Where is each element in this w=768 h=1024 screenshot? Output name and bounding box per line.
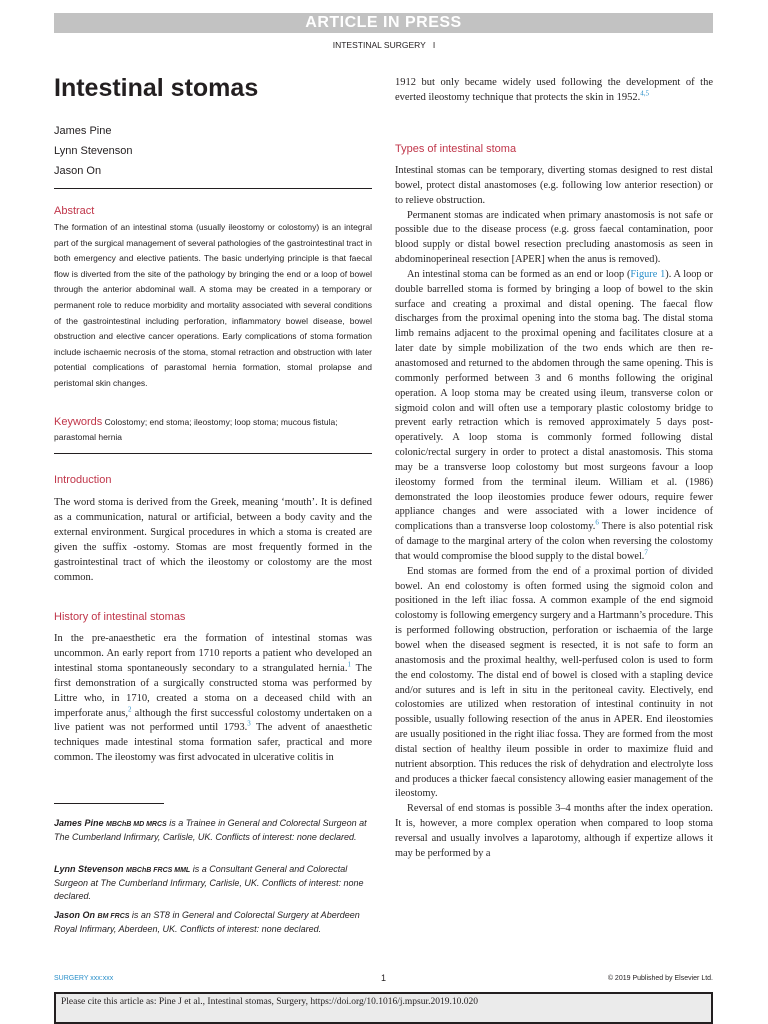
text-run: There is also potential risk of damage to the marginal artery of the colon when reversing the colostomy that would compromise the blood supply to the distal bowel. bbox=[395, 521, 713, 562]
history-heading: History of intestinal stomas bbox=[54, 611, 186, 623]
keywords-text: Colostomy; end stoma; ileostomy; loop stoma; mucous fistula; parastomal hernia bbox=[54, 417, 338, 442]
text-run: The first demonstration of a surgically constructed stoma was performed by Littre who, in 1710, created a stoma on a deceased child with an imperforate anus, bbox=[54, 662, 372, 719]
author-name: James Pine bbox=[54, 125, 112, 137]
figure-link[interactable]: Figure 1 bbox=[630, 268, 666, 280]
bio-name: Lynn Stevenson bbox=[54, 864, 124, 874]
divider bbox=[54, 453, 372, 454]
bio-text: is an ST8 in General and Colorectal Surgery at Aberdeen Royal Infirmary, Aberdeen, UK. Conflicts of interest: none declared. bbox=[54, 910, 360, 934]
reference-link[interactable]: 6 bbox=[595, 518, 599, 527]
paragraph: End stomas are formed from the end of a proximal portion of divided bowel. An end colostomy is often formed using the sigmoid colon and positioned in the left iliac fossa. A common example of the end sigmoid colostomy is following emergency surgery and a Hartmann’s procedure. This is performed following obstruction, perforation or ischaemia of the large bowel when the diseased segment is resected, it is not safe to form an anastomosis and the proximal healthy, well-perfused colon is used to form the end colostomy. The distal end of bowel is closed with a stapling device and/or sutures and is left in situ in the peritoneal cavity. Electively, end colostomies are utilized when restoration of intestinal continuity in not possible, usually following resection of the anus in APER. End ileostomies are usually positioned in the right iliac fossa. They are formed from the most distal section of healthy ileum possible in order to maximize fluid and nutrient absorption. This reduces the risk of dehydration and electrolyte loss and produces a thicker faecal consistency allowing easier management of the ileostomy. bbox=[395, 565, 713, 800]
citation-box[interactable]: Please cite this article as: Pine J et al., Intestinal stomas, Surgery, https://doi.org/10.1016/j.mpsur.2019.10.020 bbox=[54, 992, 713, 1024]
article-in-press-banner: ARTICLE IN PRESS bbox=[54, 13, 713, 33]
paragraph bbox=[54, 632, 372, 766]
author-list bbox=[54, 121, 132, 181]
bio-credentials: MBChB FRCS MML bbox=[126, 867, 191, 874]
bio-name: Jason On bbox=[54, 910, 96, 920]
author-bio bbox=[54, 909, 372, 936]
text-run: 1912 but only became widely used following the development of the everted ileostomy technique that protects the skin in 1952. bbox=[395, 77, 713, 103]
bio-text: is a Consultant General and Colorectal Surgeon at The Cumberland Infirmary, Carlisle, UK. Conflicts of interest: none declared. bbox=[54, 864, 364, 901]
running-head bbox=[0, 40, 768, 50]
divider bbox=[54, 188, 372, 189]
text-run: ). A loop or double barrelled stoma is formed by bringing a loop of bowel to the skin surface and creating a proximal and distal opening. The faecal flow discharges from the proximal opening into the stoma bag. The distal stoma limb remains adjacent to the proximal opening and facilitates closure at a later date by simple mobilization of the two ends which are then re-anastomosed and returned to the abdomen through the same opening. This is commonly performed between 3 and 6 months following the original operation. A loop stoma may be created using ileum, transverse colon or sigmoid colon and will often use a temporary plastic colostomy bridge to prevent early retraction which is removed approximately 5 days post-operatively. A loop stoma is commonly formed following distal colonic/rectal surgery in order to protect a distal anastomosis. This stoma may be a transverse loop colostomy but most surgeons favour a loop ileostomy formed from the terminal ileum. William et al. (1986) demonstrated the loop ileostomies produce fewer odours, require fewer appliance changes and were associated with a lower incidence of complications than a transverse loop colostomy. bbox=[395, 268, 713, 533]
text-run: An intestinal stoma can be formed as an end or loop ( bbox=[407, 268, 631, 280]
author-bio bbox=[54, 817, 372, 844]
history-continuation bbox=[395, 76, 713, 106]
text-run: In the pre-anaesthetic era the formation of intestinal stomas was uncommon. An early report from 1710 reports a patient who developed an intestinal stoma spontaneously secondary to a strangulated hernia. bbox=[54, 633, 372, 674]
types-heading: Types of intestinal stoma bbox=[395, 143, 517, 155]
paragraph bbox=[395, 76, 713, 106]
running-head-separator: I bbox=[432, 40, 436, 50]
copyright: © 2019 Published by Elsevier Ltd. bbox=[607, 975, 713, 982]
bio-name: James Pine bbox=[54, 818, 104, 828]
reference-link[interactable]: 7 bbox=[644, 548, 648, 557]
author-name: Jason On bbox=[54, 165, 102, 177]
reference-link[interactable]: 1 bbox=[347, 660, 351, 669]
paragraph: Intestinal stomas can be temporary, diverting stomas designed to rest distal bowel, protect distal anastomoses (e.g. following low anterior resection) or to relieve obstruction. bbox=[395, 165, 713, 206]
author-bio bbox=[54, 863, 372, 903]
bio-credentials: BM FRCS bbox=[97, 913, 130, 920]
running-head-title: INTESTINAL SURGERY bbox=[332, 40, 426, 50]
introduction-text bbox=[54, 496, 372, 585]
types-text bbox=[395, 164, 713, 862]
reference-link[interactable]: 2 bbox=[128, 705, 132, 714]
paragraph: Permanent stomas are indicated when primary anastomosis is not safe or possible due to the disease process (e.g. gross faecal contamination, poor blood supply or distal bowel resection precluding anastomosis as seen in abdominoperineal resection [APER] when the anus is removed). bbox=[395, 209, 713, 266]
article-title: Intestinal stomas bbox=[54, 74, 259, 102]
reference-link[interactable]: 3 bbox=[247, 719, 251, 728]
text-run: The advent of anaesthetic techniques made intestinal stoma formation safer, practical and more common. The ileostomy was first advocated in ulcerative colitis in bbox=[54, 722, 372, 764]
keywords bbox=[54, 415, 372, 445]
paragraph bbox=[395, 268, 713, 565]
journal-footer: SURGERY xxx:xxx bbox=[54, 975, 114, 982]
text-run: although the first successful colostomy undertaken on a live patient was not performed until 1793. bbox=[54, 707, 372, 734]
history-text bbox=[54, 632, 372, 766]
reference-link[interactable]: 4,5 bbox=[640, 89, 649, 98]
footnote-divider bbox=[54, 803, 164, 804]
author-name: Lynn Stevenson bbox=[54, 145, 133, 157]
bio-text: is a Trainee in General and Colorectal Surgeon at The Cumberland Infirmary, Carlisle, UK. Conflicts of interest: none declared. bbox=[54, 818, 367, 842]
page-number: 1 bbox=[381, 973, 387, 983]
introduction-heading: Introduction bbox=[54, 474, 112, 486]
abstract-text: The formation of an intestinal stoma (usually ileostomy or colostomy) is an integral part of the surgical management of several pathologies of the gastrointestinal tract in both emergency and elective patients. The basic underlying principle is that faecal flow is diverted from the site of the pathology by bringing the end or a loop of bowel through the anterior abdominal wall. A stoma may be created in a temporary or permanent role to reduce morbidity and mortality associated with several conditions of the gastrointestinal including perforation, inflammatory bowel disease, bowel obstruction and elective cancer operations. Early complications of stoma formation include ischaemic necrosis of the stoma, stomal retraction and obstruction with later potential complications of parastomal hernia formation, stomal prolapse and peristomal skin changes. bbox=[54, 222, 372, 388]
bio-credentials: MBChB MD MRCS bbox=[106, 821, 167, 828]
paragraph: Reversal of end stomas is possible 3–4 months after the index operation. It is, however, a more complex operation when compared to loop stoma reversal and usually involves a laparotomy, although if expertize allows it may be performed by a bbox=[395, 803, 713, 859]
paragraph: The word stoma is derived from the Greek, meaning ‘mouth’. It is defined as a communication, natural or artificial, between a body cavity and the external environment. Surgical procedures in which a stoma is created are given the suffix -ostomy. Stomas are most frequently formed in the gastrointestinal tract of which the ileostomy or colostomy are the most common. bbox=[54, 497, 372, 583]
keywords-label: Keywords bbox=[54, 416, 103, 428]
abstract-heading: Abstract bbox=[54, 205, 95, 217]
